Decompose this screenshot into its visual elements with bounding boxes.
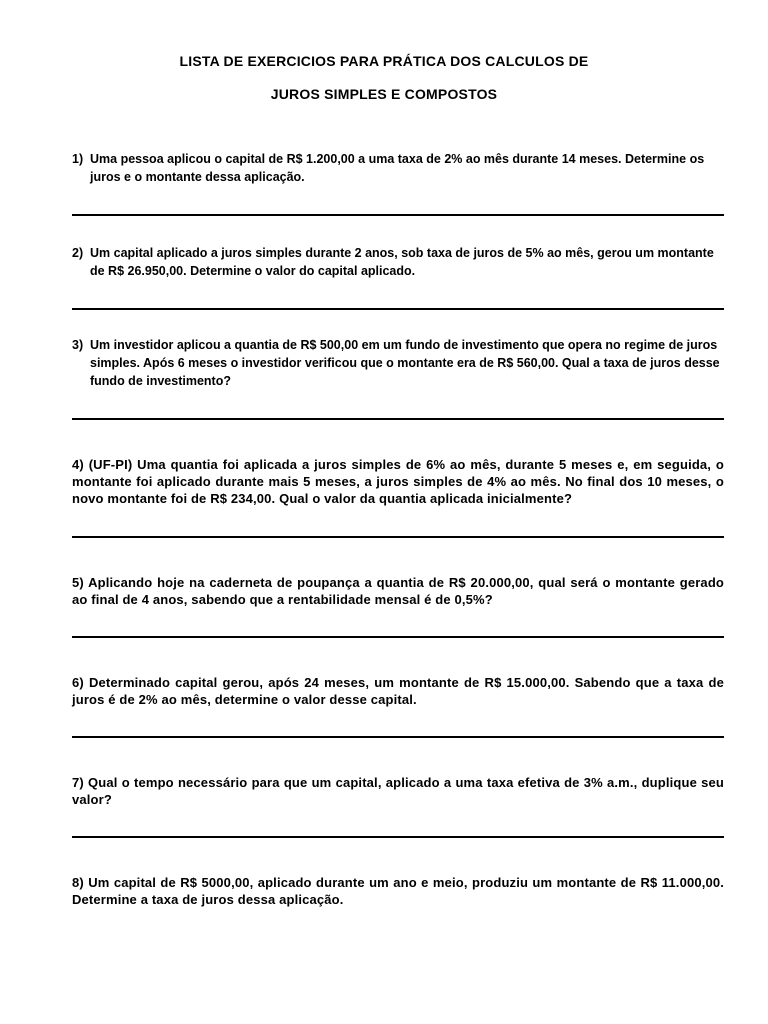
question-1-text: Uma pessoa aplicou o capital de R$ 1.200,00 a uma taxa de 2% ao mês durante 14 meses. Determine os juros e o montante dessa aplicação. [90, 152, 705, 184]
document-title-line-2: JUROS SIMPLES E COMPOSTOS [270, 86, 498, 102]
answer-line-1 [72, 214, 724, 216]
question-3-number: 3) [72, 338, 84, 352]
answer-line-6 [72, 736, 724, 738]
question-2 [72, 244, 724, 280]
question-1-number: 1) [72, 152, 84, 166]
question-2-text: Um capital aplicado a juros simples durante 2 anos, sob taxa de juros de 5% ao mês, gerou um montante de R$ 26.950,00. Determine o valor do capital aplicado. [90, 246, 714, 278]
question-3-text: Um investidor aplicou a quantia de R$ 500,00 em um fundo de investimento que opera no regime de juros simples. Após 6 meses o investidor verificou que o montante era de R$ 560,00. Qual a taxa de juros desse fundo de investimento? [90, 338, 720, 388]
document-title-line-1: LISTA DE EXERCICIOS PARA PRÁTICA DOS CALCULOS DE [179, 53, 589, 69]
question-7-text: 7) Qual o tempo necessário para que um capital, aplicado a uma taxa efetiva de 3% a.m., duplique seu valor? [72, 775, 724, 807]
question-2-number: 2) [72, 246, 84, 260]
answer-line-2 [72, 308, 724, 310]
answer-line-3 [72, 418, 724, 420]
question-4-text: 4) (UF-PI) Uma quantia foi aplicada a juros simples de 6% ao mês, durante 5 meses e, em seguida, o montante foi aplicado durante mais 5 meses, a juros simples de 4% ao mês. No final dos 10 meses, o novo montante foi de R$ 234,00. Qual o valor da quantia aplicada inicialmente? [72, 457, 724, 506]
answer-line-4 [72, 536, 724, 538]
question-5-text: 5) Aplicando hoje na caderneta de poupança a quantia de R$ 20.000,00, qual será o montante gerado ao final de 4 anos, sabendo que a rentabilidade mensal é de 0,5%? [72, 575, 724, 607]
question-6-text: 6) Determinado capital gerou, após 24 meses, um montante de R$ 15.000,00. Sabendo que a taxa de juros é de 2% ao mês, determine o valor desse capital. [72, 675, 724, 707]
question-8-text: 8) Um capital de R$ 5000,00, aplicado durante um ano e meio, produziu um montante de R$ 11.000,00. Determine a taxa de juros dessa aplicação. [72, 875, 724, 907]
answer-line-7 [72, 836, 724, 838]
question-1 [72, 150, 724, 186]
answer-line-5 [72, 636, 724, 638]
question-3 [72, 336, 724, 390]
